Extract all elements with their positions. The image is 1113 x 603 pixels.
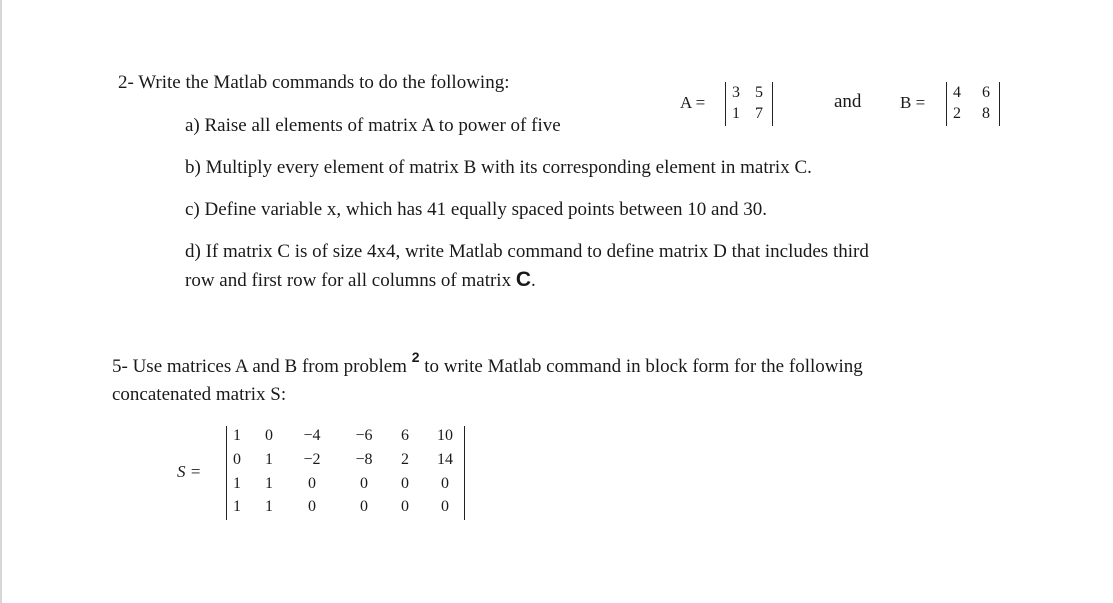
problem2-part-d-line2 (185, 268, 536, 292)
matrix-s-cell: 1 (233, 475, 241, 492)
matrix-s-cell: −2 (303, 451, 321, 468)
problem-ref-number: 2 (411, 349, 420, 365)
matrix-s-cell: 0 (441, 498, 449, 515)
problem5-line2: concatenated matrix S: (112, 384, 287, 405)
matrix-s (226, 426, 465, 520)
part-d-matrix-name: C (515, 268, 532, 291)
and-word: and (834, 91, 862, 112)
matrix-s-cell: 0 (308, 475, 316, 492)
matrix-s-cell: −4 (303, 427, 321, 444)
matrix-s-cell: 0 (233, 451, 241, 468)
part-d-text: row and first row for all columns of matrix (185, 270, 516, 291)
matrix-s-label: S = (177, 462, 202, 481)
matrix-s-cell: 1 (265, 498, 273, 515)
matrix-s-cell: 1 (265, 475, 273, 492)
matrix-s-cell: 1 (265, 451, 273, 468)
matrix-s-cell: 2 (401, 451, 409, 468)
matrix-s-cell: 0 (401, 475, 409, 492)
matrix-s-cell: 0 (265, 427, 273, 444)
matrix-s-cell: 0 (360, 498, 368, 515)
problem5-line1-suffix: to write Matlab command in block form for the following (419, 356, 863, 377)
matrix-s-cell: −6 (355, 427, 373, 444)
problem2-part-c: c) Define variable x, which has 41 equally spaced points between 10 and 30. (185, 199, 767, 220)
matrix-s-cell: 1 (233, 498, 241, 515)
page-edge (0, 0, 2, 603)
matrix-a-label: A = (680, 93, 706, 112)
matrix-b-label: B = (900, 93, 926, 112)
matrix-s-cell: 14 (437, 451, 453, 468)
matrix-a-cell: 1 (732, 105, 740, 122)
part-d-period: . (531, 270, 536, 291)
matrix-a-cell: 7 (755, 105, 763, 122)
matrix-b-cell: 2 (953, 105, 961, 122)
matrix-b (946, 82, 1000, 126)
matrix-s-cell: 6 (401, 427, 409, 444)
problem2-part-a: a) Raise all elements of matrix A to power of five (185, 115, 561, 136)
matrix-s-cell: 1 (233, 427, 241, 444)
problem2-part-d-line1: d) If matrix C is of size 4x4, write Matlab command to define matrix D that includes third (185, 241, 869, 262)
problem2-part-b: b) Multiply every element of matrix B with its corresponding element in matrix C. (185, 157, 812, 178)
matrix-b-cell: 4 (953, 84, 961, 101)
problem5-line1-prefix: 5- Use matrices A and B from problem (112, 356, 412, 377)
matrix-s-cell: 0 (360, 475, 368, 492)
matrix-a-cell: 3 (732, 84, 740, 101)
matrix-b-cell: 8 (982, 105, 990, 122)
matrix-s-cell: −8 (355, 451, 373, 468)
problem2-heading: 2- Write the Matlab commands to do the following: (118, 72, 510, 93)
matrix-s-cell: 10 (437, 427, 453, 444)
matrix-s-cell: 0 (401, 498, 409, 515)
matrix-a-cell: 5 (755, 84, 763, 101)
matrix-s-cell: 0 (441, 475, 449, 492)
matrix-b-cell: 6 (982, 84, 990, 101)
problem5-line1 (112, 349, 863, 378)
matrix-s-cell: 0 (308, 498, 316, 515)
matrix-a (725, 82, 773, 126)
